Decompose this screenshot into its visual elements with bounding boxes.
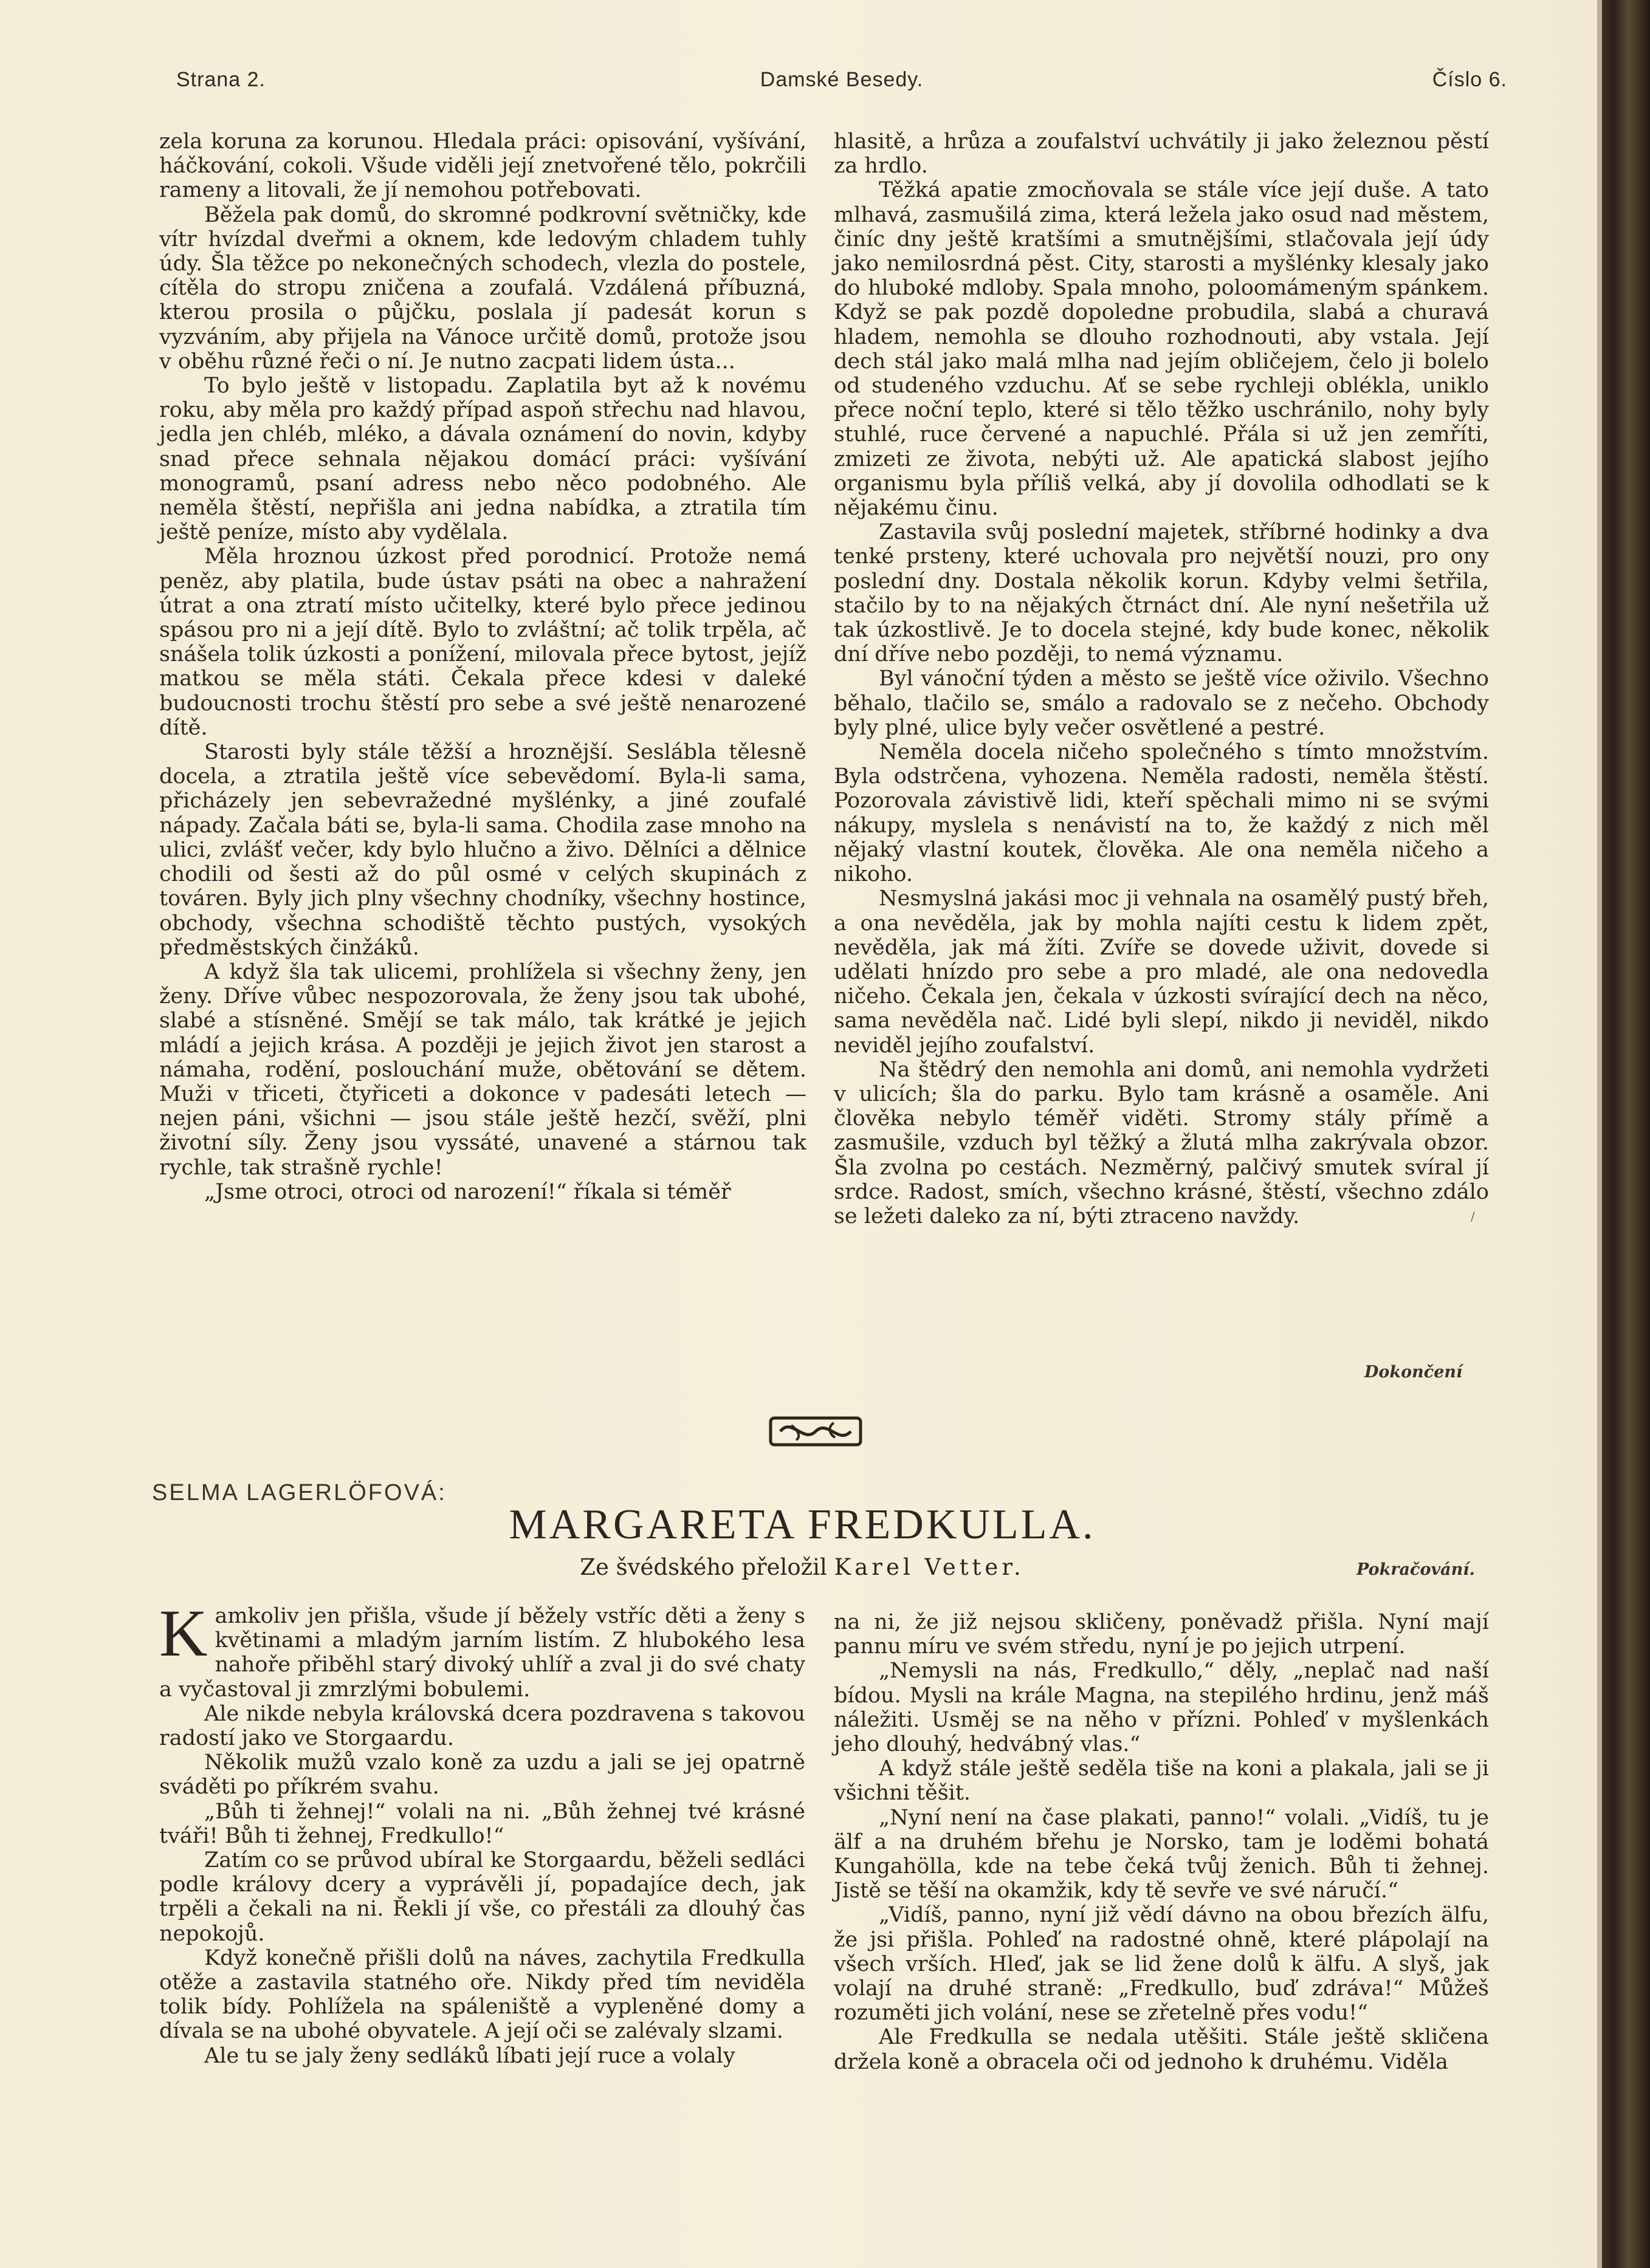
continuation-note: Pokračování. [1356,1560,1475,1579]
translator-name: Karel Vetter. [834,1554,1025,1580]
paragraph-text: amkoliv jen přišla, všude jí běžely vstříc děti a ženy s květinami a mladým jarním listím. Z hlubokého lesa nahoře přiběhl starý divoký uhlíř a zval ji do své chaty a vyčastoval ji zmrzlými bobulemi. [159,1604,805,1702]
book-binding [1602,0,1650,2268]
paragraph: hlasitě, a hrůza a zoufalství uchvátily ji jako železnou pěstí za hrdlo. [834,129,1489,179]
paragraph: „Bůh ti žehnej!“ volali na ni. „Bůh žehnej tvé krásné tváři! Bůh ti žehnej, Fredkullo!“ [159,1799,805,1848]
paragraph: Nesmyslná jakási moc ji vehnala na osamělý pustý břeh, a ona nevěděla, jak by mohla najíti cestu k lidem zpět, nevěděla, jak má žíti. Zvíře se dovede uživit, dovede si udělati hnízdo pro sebe a pro mladé, ale ona nedovedla ničeho. Čekala jen, čekala v úzkosti svírající dech na něco, sama nevěděla nač. Lidé byli slepí, nikdo ji neviděl, nikdo neviděl jejího zoufalství. [834,886,1489,1058]
lower-left-column [159,1596,805,2068]
paragraph: Ale Fredkulla se nedala utěšiti. Stále ještě skličena držela koně a obracela oči od jednoho k druhému. Viděla [834,2025,1489,2074]
paragraph [159,1596,805,1702]
paragraph: Zatím co se průvod ubíral ke Storgaardu, běželi sedláci podle královy dcery a vyprávěli jí, popadajíce dech, jak trpěli a čekali na ni. Řekli jí vše, co přestáli za dlouhý čas nepokojů. [159,1848,805,1946]
paragraph: A když šla tak ulicemi, prohlížela si všechny ženy, jen ženy. Dříve vůbec nespozorovala, že ženy jsou tak ubohé, slabé a stísněné. Smějí se tak málo, tak krátké je jejich mládí a jejich krása. A později je jejich život jen starost a námaha, rodění, poslouchání muže, obětování se dětem. Muži v třiceti, čtyřiceti a dokonce v padesáti letech — nejen páni, všichni — jsou stále ještě hezčí, svěží, plni životní síly. Ženy jsou vyssáté, unavené a stárnou tak rychle, tak strašně rychle! [159,959,806,1180]
paragraph: Na štědrý den nemohla ani domů, ani nemohla vydržeti v ulicích; šla do parku. Bylo tam krásně a osaměle. Ani člověka nebylo téměř viděti. Stromy stály přímě a zasmušile, vzduch byl těžký a žlutá mlha zakrývala obzor. Šla zvolna po cestách. Nezměrný, palčivý smutek svíral jí srdce. Radost, smích, všechno krásné, štěstí, všechno zdálo se ležeti daleko za ní, býti ztraceno navždy. [834,1057,1489,1228]
conclusion-note: Dokončení [1364,1363,1463,1382]
paragraph: Zastavila svůj poslední majetek, stříbrné hodinky a dva tenké prsteny, které uchovala pro největší nouzi, pro ony poslední dny. Dostala několik korun. Kdyby velmi šetřila, stačilo by to na nějakých čtrnáct dní. Ale nyní nešetřila už tak úzkostlivě. Je to docela stejné, kdy bude konec, několik dní dříve nebo později, to nemá významu. [834,520,1489,667]
paragraph: A když stále ještě seděla tiše na koni a plakala, jali se ji všichni těšit. [834,1756,1489,1806]
paragraph: Několik mužů vzalo koně za uzdu a jali se jej opatrně sváděti po příkrém svahu. [159,1750,805,1800]
upper-right-column [834,129,1489,1228]
paragraph: zela koruna za korunou. Hledala práci: opisování, vyšívání, háčkování, cokoli. Všude viděli její znetvořené tělo, pokrčili rameny a litovali, že jí nemohou potřebovati. [159,129,806,203]
story-title: MARGARETA FREDKULLA. [509,1501,1096,1548]
paragraph: Ale tu se jaly ženy sedláků líbati její ruce a volaly [204,2043,735,2068]
print-mark: / [1471,1209,1475,1224]
paragraph: Neměla docela ničeho společného s tímto množstvím. Byla odstrčena, vyhozena. Neměla radosti, neměla štěstí. Pozorovala závistivě lidi, kteří spěchali mimo ni se svými nákupy, myslela s nenávistí na to, že každý z nich měl nějaký vlastní koutek, člověka. Ale ona neměla ničeho a nikoho. [834,740,1489,887]
paragraph: Těžká apatie zmocňovala se stále více její duše. A tato mlhavá, zasmušilá zima, která ležela jako osud nad městem, činíc dny ještě kratšími a smutnějšími, stlačovala její údy jako nemilosrdná pěst. City, starosti a myšlénky klesaly jako do hluboké mdloby. Spala mnoho, poloomámeným spánkem. Když se pak pozdě dopoledne probudila, slabá a churavá hladem, nemohla se dlouho rozhodnouti, aby vstala. Její dech stál jako malá mlha nad jejím obličejem, čelo ji bolelo od studeného vzduchu. Ať se sebe rychleji oblékla, uniklo přece noční teplo, které si tělo těžko uschránilo, nohy byly stuhlé, ruce červené a napuchlé. Přála si už jen zemříti, zmizeti ze života, nebýti už. Ale apatická slabost jejího organismu byla příliš velká, aby jí dovolila odhodlati se k nějakému činu. [834,178,1489,521]
paragraph: Starosti byly stále těžší a hroznější. Seslábla tělesně docela, a ztratila ještě více sebevědomí. Byla-li sama, přicházely jen sebevražedné myšlénky, a jiné zoufalé nápady. Začala báti se, byla-li sama. Chodila zase mnoho na ulici, zvlášť večer, kdy bylo hlučno a živo. Dělníci a dělnice chodili od šesti až do půl osmé v celých skupinách z továren. Byly jich plny všechny chodníky, všechny hostince, obchody, všechna schodiště těchto pustých, vysokých předměstských činžáků. [159,740,806,960]
publication-name: Damské Besedy. [760,68,924,91]
paragraph: Když konečně přišli dolů na náves, zachytila Fredkulla otěže a zastavila statného oře. Nikdy před tím neviděla tolik bídy. Pohlížela na spáleniště a vypleněné domy a dívala se na ubohé obyvatele. A její oči se zalévaly slzami. [159,1945,805,2044]
paragraph: To bylo ještě v listopadu. Zaplatila byt až k novému roku, aby měla pro každý případ aspoň střechu nad hlavou, jedla jen chléb, mléko, a dávala oznámení do novin, kdyby snad přece sehnala nějakou domácí práci: vyšívání monogramů, psaní adress nebo něco podobného. Ale neměla štěstí, nepřišla ani jedna nabídka, a ztratila tím ještě peníze, místo aby vydělala. [159,374,806,545]
page-number: Strana 2. [176,68,266,91]
paragraph: na ni, že již nejsou skličeny, poněvadž přišla. Nyní mají pannu míru ve svém středu, nyní je po jejich utrpení. [834,1610,1489,1659]
author-name: SELMA LAGERLÖFOVÁ: [152,1480,447,1506]
issue-number: Číslo 6. [1432,68,1507,91]
running-header [176,68,1507,98]
upper-left-column [159,129,806,1204]
lower-right-column [834,1610,1489,2074]
paragraph: Měla hroznou úzkost před porodnicí. Protože nemá peněz, aby platila, bude ústav psáti na obec a nahražení útrat a ona ztratí místo učitelky, které bylo přece jedinou spásou pro ni a její dítě. Bylo to zvláštní; ač tolik trpěla, ač snášela tolik úzkosti a ponížení, milovala přece bytost, jejíž matkou se měla státi. Čekala přece kdesi v daleké budoucnosti trochu štěstí pro sebe a své ještě nenarozené dítě. [159,544,806,740]
paragraph: Ale nikde nebyla královská dcera pozdravena s takovou radostí jako ve Storgaardu. [159,1701,805,1751]
paragraph: Byl vánoční týden a město se ještě více oživilo. Všechno běhalo, tlačilo se, smálo a radovalo se z nečeho. Obchody byly plné, ulice byly večer osvětlené a pestré. [834,666,1489,740]
paragraph: „Vidíš, panno, nyní již vědí dávno na obou březích älfu, že jsi přišla. Pohleď na radostné ohně, které plápolají na všech vrších. Hleď, jak se lid žene dolů k älfu. A slyš, jak volají na druhé straně: „Fredkullo, buď zdráva!“ Můžeš rozuměti jich volání, nese se zřetelně přes vodu!“ [834,1903,1489,2026]
paragraph: „Jsme otroci, otroci od narození!“ říkala si téměř [204,1179,731,1204]
paragraph: „Nemysli na nás, Fredkullo,“ děly, „neplač nad naší bídou. Mysli na krále Magna, na stepilého hrdinu, jenž máš náležiti. Usměj se na něho v přízni. Pohleď v myšlenkách jeho dlouhý, hedvábný vlas.“ [834,1659,1489,1757]
translation-note: Ze švédského přeložil [580,1554,827,1580]
ornament-icon [767,1413,864,1450]
drop-cap: K [159,1596,208,1670]
paragraph: Běžela pak domů, do skromné podkrovní světničky, kde vítr hvízdal dveřmi a oknem, kde ledovým chladem tuhly údy. Šla těžce po nekonečných schodech, vlezla do postele, cítěla do stropu zničena a zoufalá. Vzdálená příbuzná, kterou prosila o půjčku, poslala jí padesát korun s vyzváním, aby přijela na Vánoce určitě domů, protože jsou v oběhu různé řeči o ní. Je nutno zacpati lidem ústa... [159,202,806,374]
paragraph: „Nyní není na čase plakati, panno!“ volali. „Vidíš, tu je älf a na druhém břehu je Norsko, tam je loděmi bohatá Kungahölla, kde na tebe čeká tvůj ženich. Bůh ti žehnej. Jistě se těší na okamžik, kdy tě sevře ve své náručí.“ [834,1805,1489,1903]
